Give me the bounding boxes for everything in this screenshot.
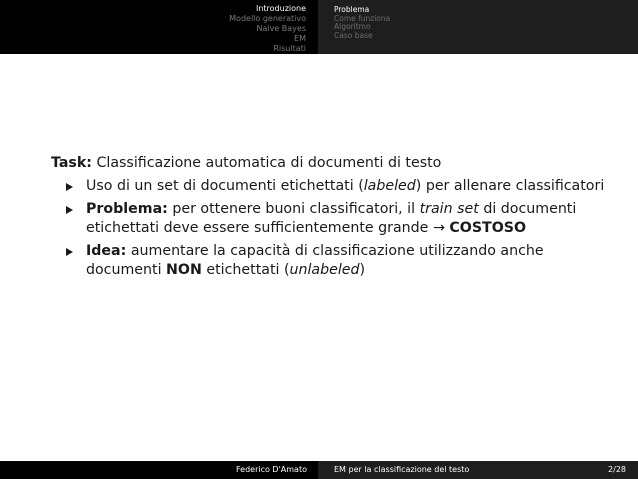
bullet-text: di documenti etichettati deve essere sufficientemente grande [86,201,577,236]
task-text: Classificazione automatica di documenti di testo [96,155,442,171]
bullet-emphasis: COSTOSO [449,220,527,236]
nav-subsection-come-funziona[interactable]: Come funziona [334,13,391,23]
subsection-nav [318,0,638,54]
slide-content [51,154,611,284]
italic-term: unlabeled [289,262,360,278]
bullet-label: Idea: [86,243,127,259]
nav-subsection-caso-base[interactable]: Caso base [334,30,373,40]
bullet-text: ) [359,262,366,278]
nav-section-risultati[interactable]: Risultati [273,44,306,53]
triangle-bullet-icon [66,248,73,256]
bullet-text: Uso di un set di documenti etichettati ( [86,178,364,194]
triangle-bullet-icon [66,206,73,214]
bullet-label: Problema: [86,201,168,217]
footer-title: EM per la classificazione del testo [334,465,470,474]
task-label: Task: [51,155,92,171]
bullet-item-idea [51,242,611,280]
header-navigation [0,0,638,54]
footer-author-box [0,461,318,479]
footer-author: Federico D'Amato [236,465,307,474]
bullet-item-labeled [51,177,611,196]
nav-subsection-algoritmo[interactable]: Algoritmo [334,22,371,31]
nav-section-naive-bayes[interactable]: Naive Bayes [256,24,306,33]
nav-section-modello-generativo[interactable]: Modello generativo [229,14,306,23]
bullet-item-problema [51,200,611,238]
bullet-text: per ottenere buoni classificatori, il [172,201,416,217]
bullet-text: ) per allenare classificatori [415,178,605,194]
nav-subsection-problema[interactable]: Problema [334,5,370,14]
bullet-text: aumentare la capacità di classificazione utilizzando anche documenti [86,243,544,278]
italic-term: labeled [363,178,416,194]
bullet-emphasis: NON [166,262,202,278]
footer-title-box [318,461,638,479]
right-arrow-icon: → [432,220,445,236]
section-nav [0,0,318,54]
nav-section-introduzione[interactable]: Introduzione [255,4,306,13]
nav-section-em[interactable]: EM [294,34,306,43]
task-line [51,154,611,173]
bullet-text: etichettati ( [206,262,290,278]
bullet-list [51,177,611,280]
italic-term: train set [419,201,479,217]
footer-page-number: 2/28 [608,465,626,474]
triangle-bullet-icon [66,183,73,191]
footer [0,461,638,479]
